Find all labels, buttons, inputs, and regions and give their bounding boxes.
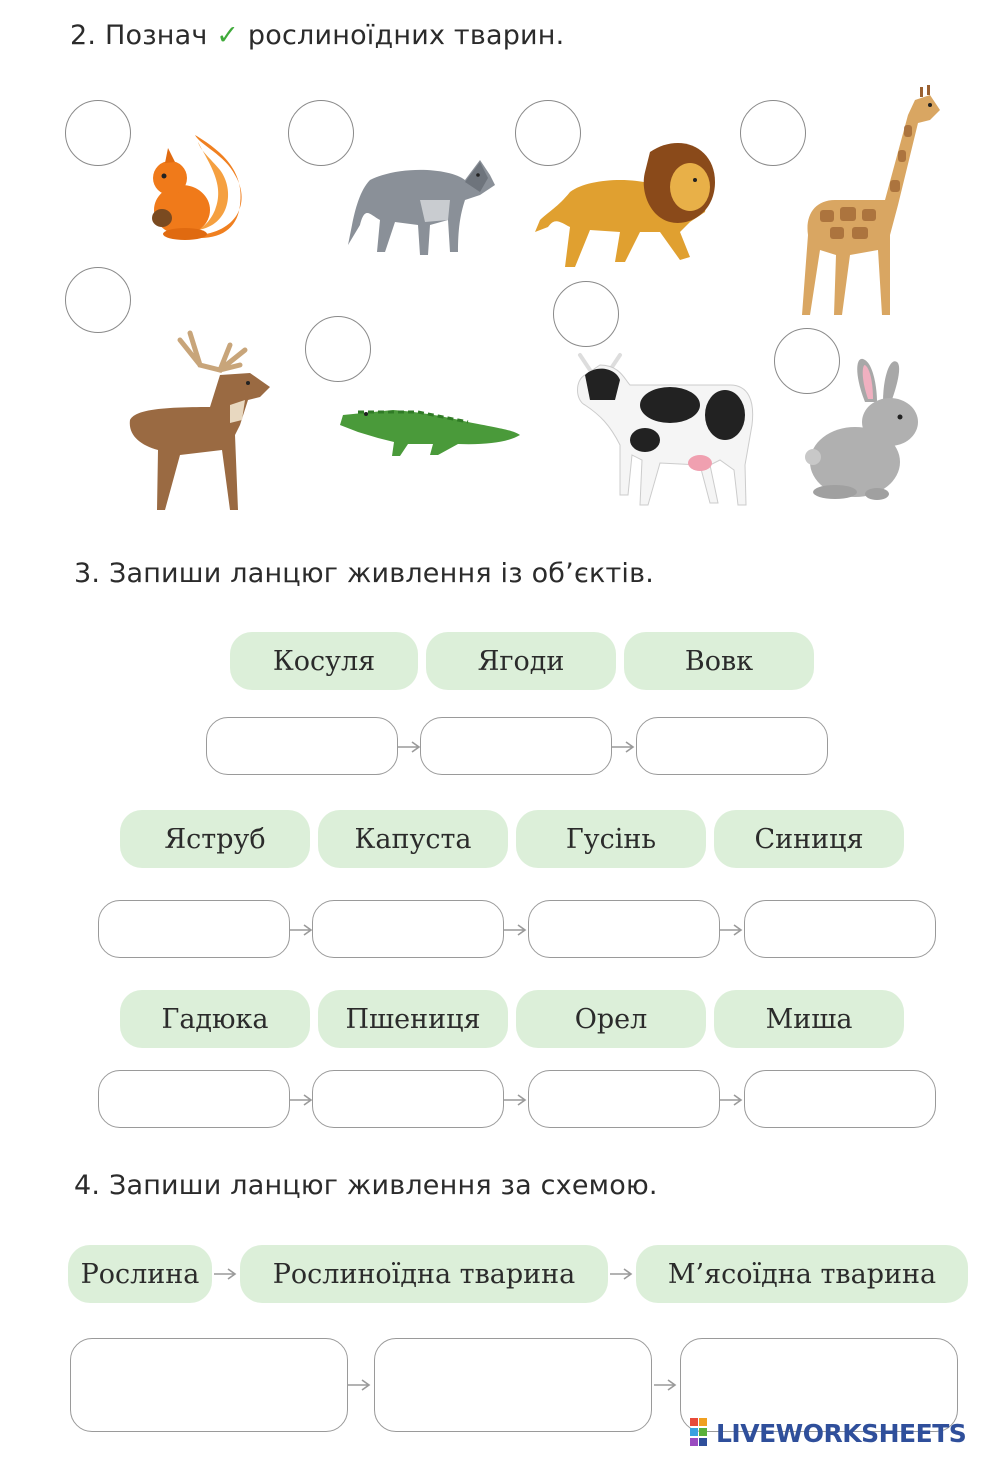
arrow-right-icon	[720, 1093, 744, 1107]
word-pill[interactable]: Миша	[714, 990, 904, 1048]
arrow-right-icon	[504, 923, 528, 937]
cow-answer-circle[interactable]	[553, 281, 619, 347]
arrow-right-icon	[720, 923, 744, 937]
answer-box[interactable]	[98, 1070, 290, 1128]
task2-text-after: рослиноїдних тварин.	[247, 20, 565, 51]
word-pill[interactable]: Ягоди	[426, 632, 616, 690]
answer-box[interactable]	[420, 717, 612, 775]
task2-heading	[70, 20, 564, 51]
word-pill[interactable]: Яструб	[120, 810, 310, 868]
arrow-right-icon	[214, 1267, 238, 1281]
lion-icon	[530, 132, 720, 272]
answer-box[interactable]	[312, 900, 504, 958]
task2-text-before: Познач	[104, 20, 208, 51]
wolf-icon	[340, 140, 500, 260]
answer-box[interactable]	[312, 1070, 504, 1128]
word-pill[interactable]: Капуста	[318, 810, 508, 868]
answer-box[interactable]	[528, 1070, 720, 1128]
answer-box-large[interactable]	[374, 1338, 652, 1432]
answer-box[interactable]	[744, 900, 936, 958]
task2-number: 2.	[70, 20, 97, 51]
arrow-right-icon	[610, 1267, 634, 1281]
rabbit-icon	[805, 357, 930, 502]
giraffe-icon	[790, 85, 950, 320]
answer-box[interactable]	[636, 717, 828, 775]
squirrel-icon	[140, 130, 250, 245]
task3-heading: 3. Запиши ланцюг живлення із об’єктів.	[74, 558, 654, 589]
liveworksheets-logo	[690, 1418, 966, 1448]
logo-icon	[690, 1418, 716, 1448]
deer-answer-circle[interactable]	[65, 267, 131, 333]
word-pill[interactable]: Пшениця	[318, 990, 508, 1048]
word-pill[interactable]: Гадюка	[120, 990, 310, 1048]
deer-icon	[120, 325, 280, 515]
arrow-right-icon	[348, 1378, 372, 1392]
answer-box[interactable]	[206, 717, 398, 775]
task4-heading: 4. Запиши ланцюг живлення за схемою.	[74, 1170, 658, 1201]
word-pill[interactable]: Вовк	[624, 632, 814, 690]
word-pill[interactable]: Косуля	[230, 632, 418, 690]
squirrel-answer-circle[interactable]	[65, 100, 131, 166]
crocodile-icon	[338, 400, 523, 460]
arrow-right-icon	[612, 740, 636, 754]
answer-box-large[interactable]	[70, 1338, 348, 1432]
arrow-right-icon	[398, 740, 422, 754]
arrow-right-icon	[290, 1093, 314, 1107]
checkmark-icon: ✓	[216, 20, 240, 51]
answer-box[interactable]	[528, 900, 720, 958]
word-pill[interactable]: Синиця	[714, 810, 904, 868]
word-pill[interactable]: Орел	[516, 990, 706, 1048]
arrow-right-icon	[504, 1093, 528, 1107]
answer-box[interactable]	[98, 900, 290, 958]
scheme-pill-carnivore: М’ясоїдна тварина	[636, 1245, 968, 1303]
scheme-pill-herbivore: Рослиноїдна тварина	[240, 1245, 608, 1303]
cow-icon	[570, 345, 760, 510]
crocodile-answer-circle[interactable]	[305, 316, 371, 382]
scheme-pill-plant: Рослина	[68, 1245, 212, 1303]
word-pill[interactable]: Гусінь	[516, 810, 706, 868]
answer-box[interactable]	[744, 1070, 936, 1128]
logo-text: LIVEWORKSHEETS	[716, 1418, 967, 1448]
arrow-right-icon	[290, 923, 314, 937]
arrow-right-icon	[654, 1378, 678, 1392]
